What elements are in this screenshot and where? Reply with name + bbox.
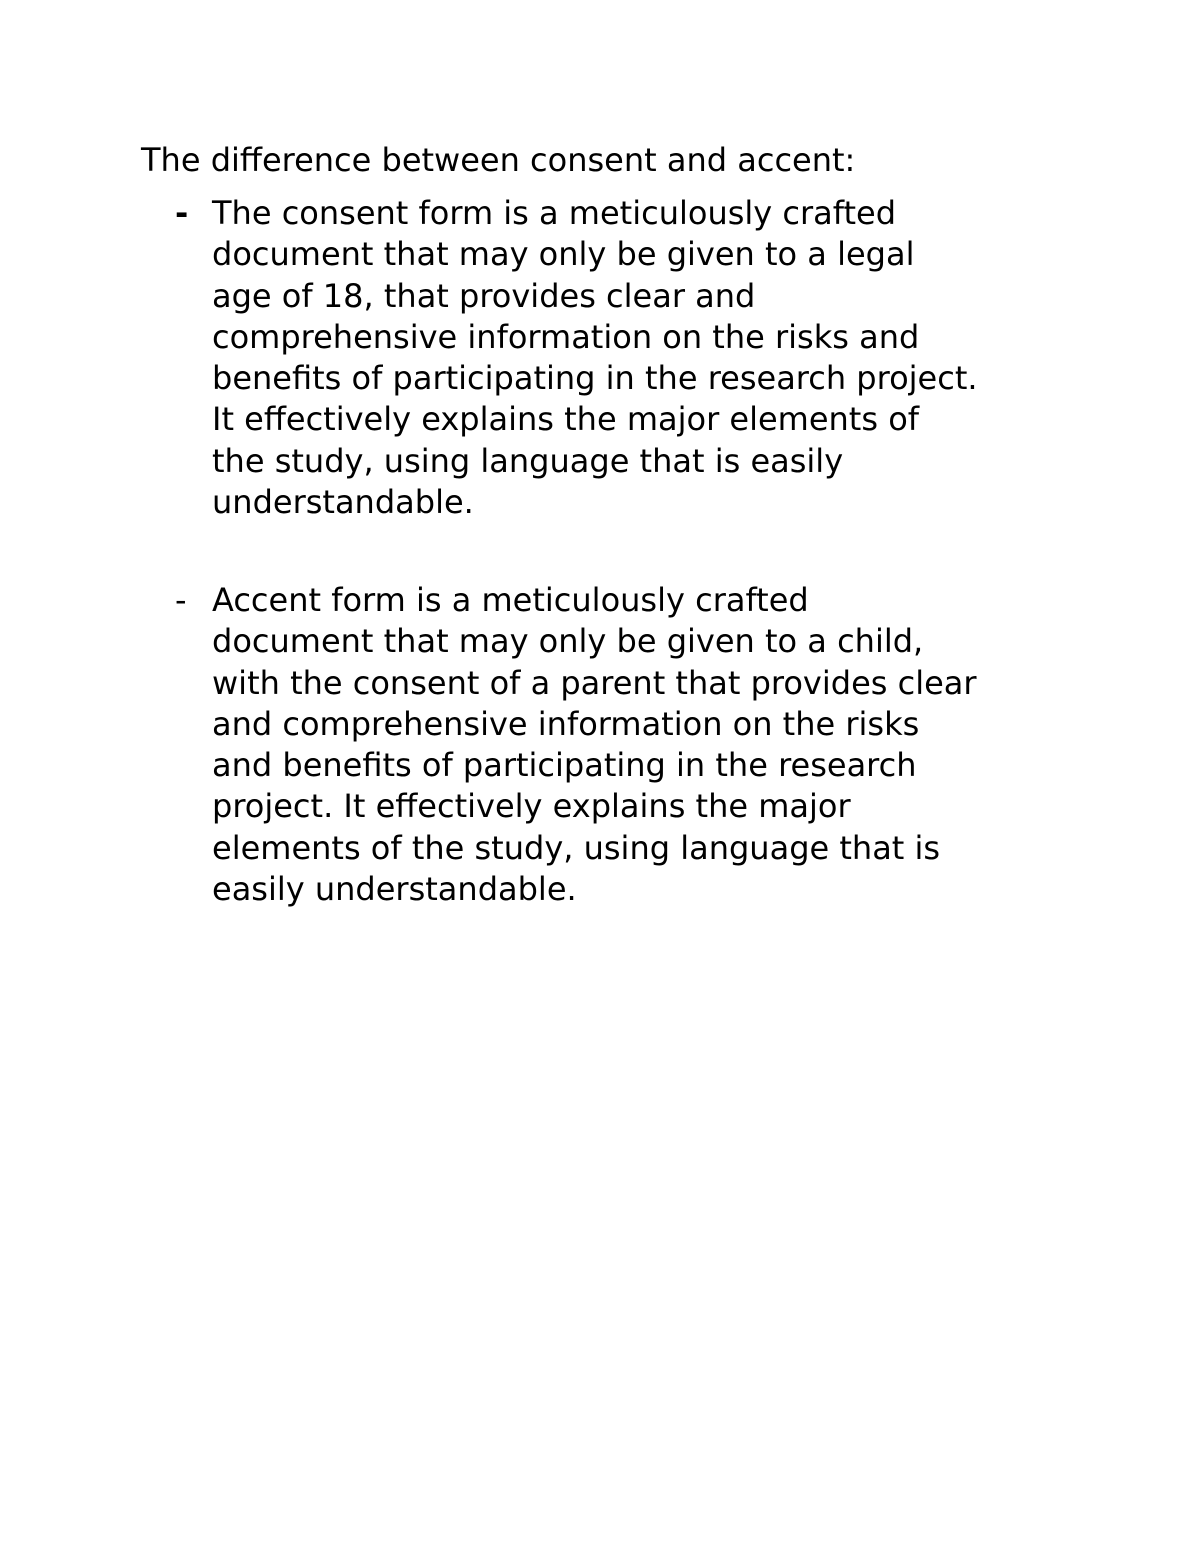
dash-bullet: - xyxy=(175,581,187,619)
text-line: project. It effectively explains the major xyxy=(212,787,851,826)
text-line: The consent form is a meticulously crafted xyxy=(212,194,896,232)
text-line: comprehensive information on the risks and xyxy=(212,317,920,356)
document-heading: The difference between consent and accent: xyxy=(141,141,856,179)
text-line: age of 18, that provides clear and xyxy=(212,276,756,315)
text-line: and comprehensive information on the risks xyxy=(212,704,920,743)
text-line: with the consent of a parent that provides clear xyxy=(212,663,977,702)
dash-bullet: - xyxy=(175,194,189,232)
text-line: Accent form is a meticulously crafted xyxy=(212,581,809,619)
text-line: document that may only be given to a child, xyxy=(212,622,924,661)
text-line: elements of the study, using language that is xyxy=(212,828,941,867)
text-line: benefits of participating in the research project. xyxy=(212,359,978,398)
list-item-text xyxy=(212,580,977,910)
text-line: the study, using language that is easily xyxy=(212,441,844,480)
text-line: easily understandable. xyxy=(212,870,577,909)
text-line: document that may only be given to a legal xyxy=(212,235,915,274)
text-line: and benefits of participating in the research xyxy=(212,746,917,785)
text-line: It effectively explains the major elements of xyxy=(212,400,920,439)
list-item-text xyxy=(212,193,978,523)
text-line: understandable. xyxy=(212,483,474,522)
